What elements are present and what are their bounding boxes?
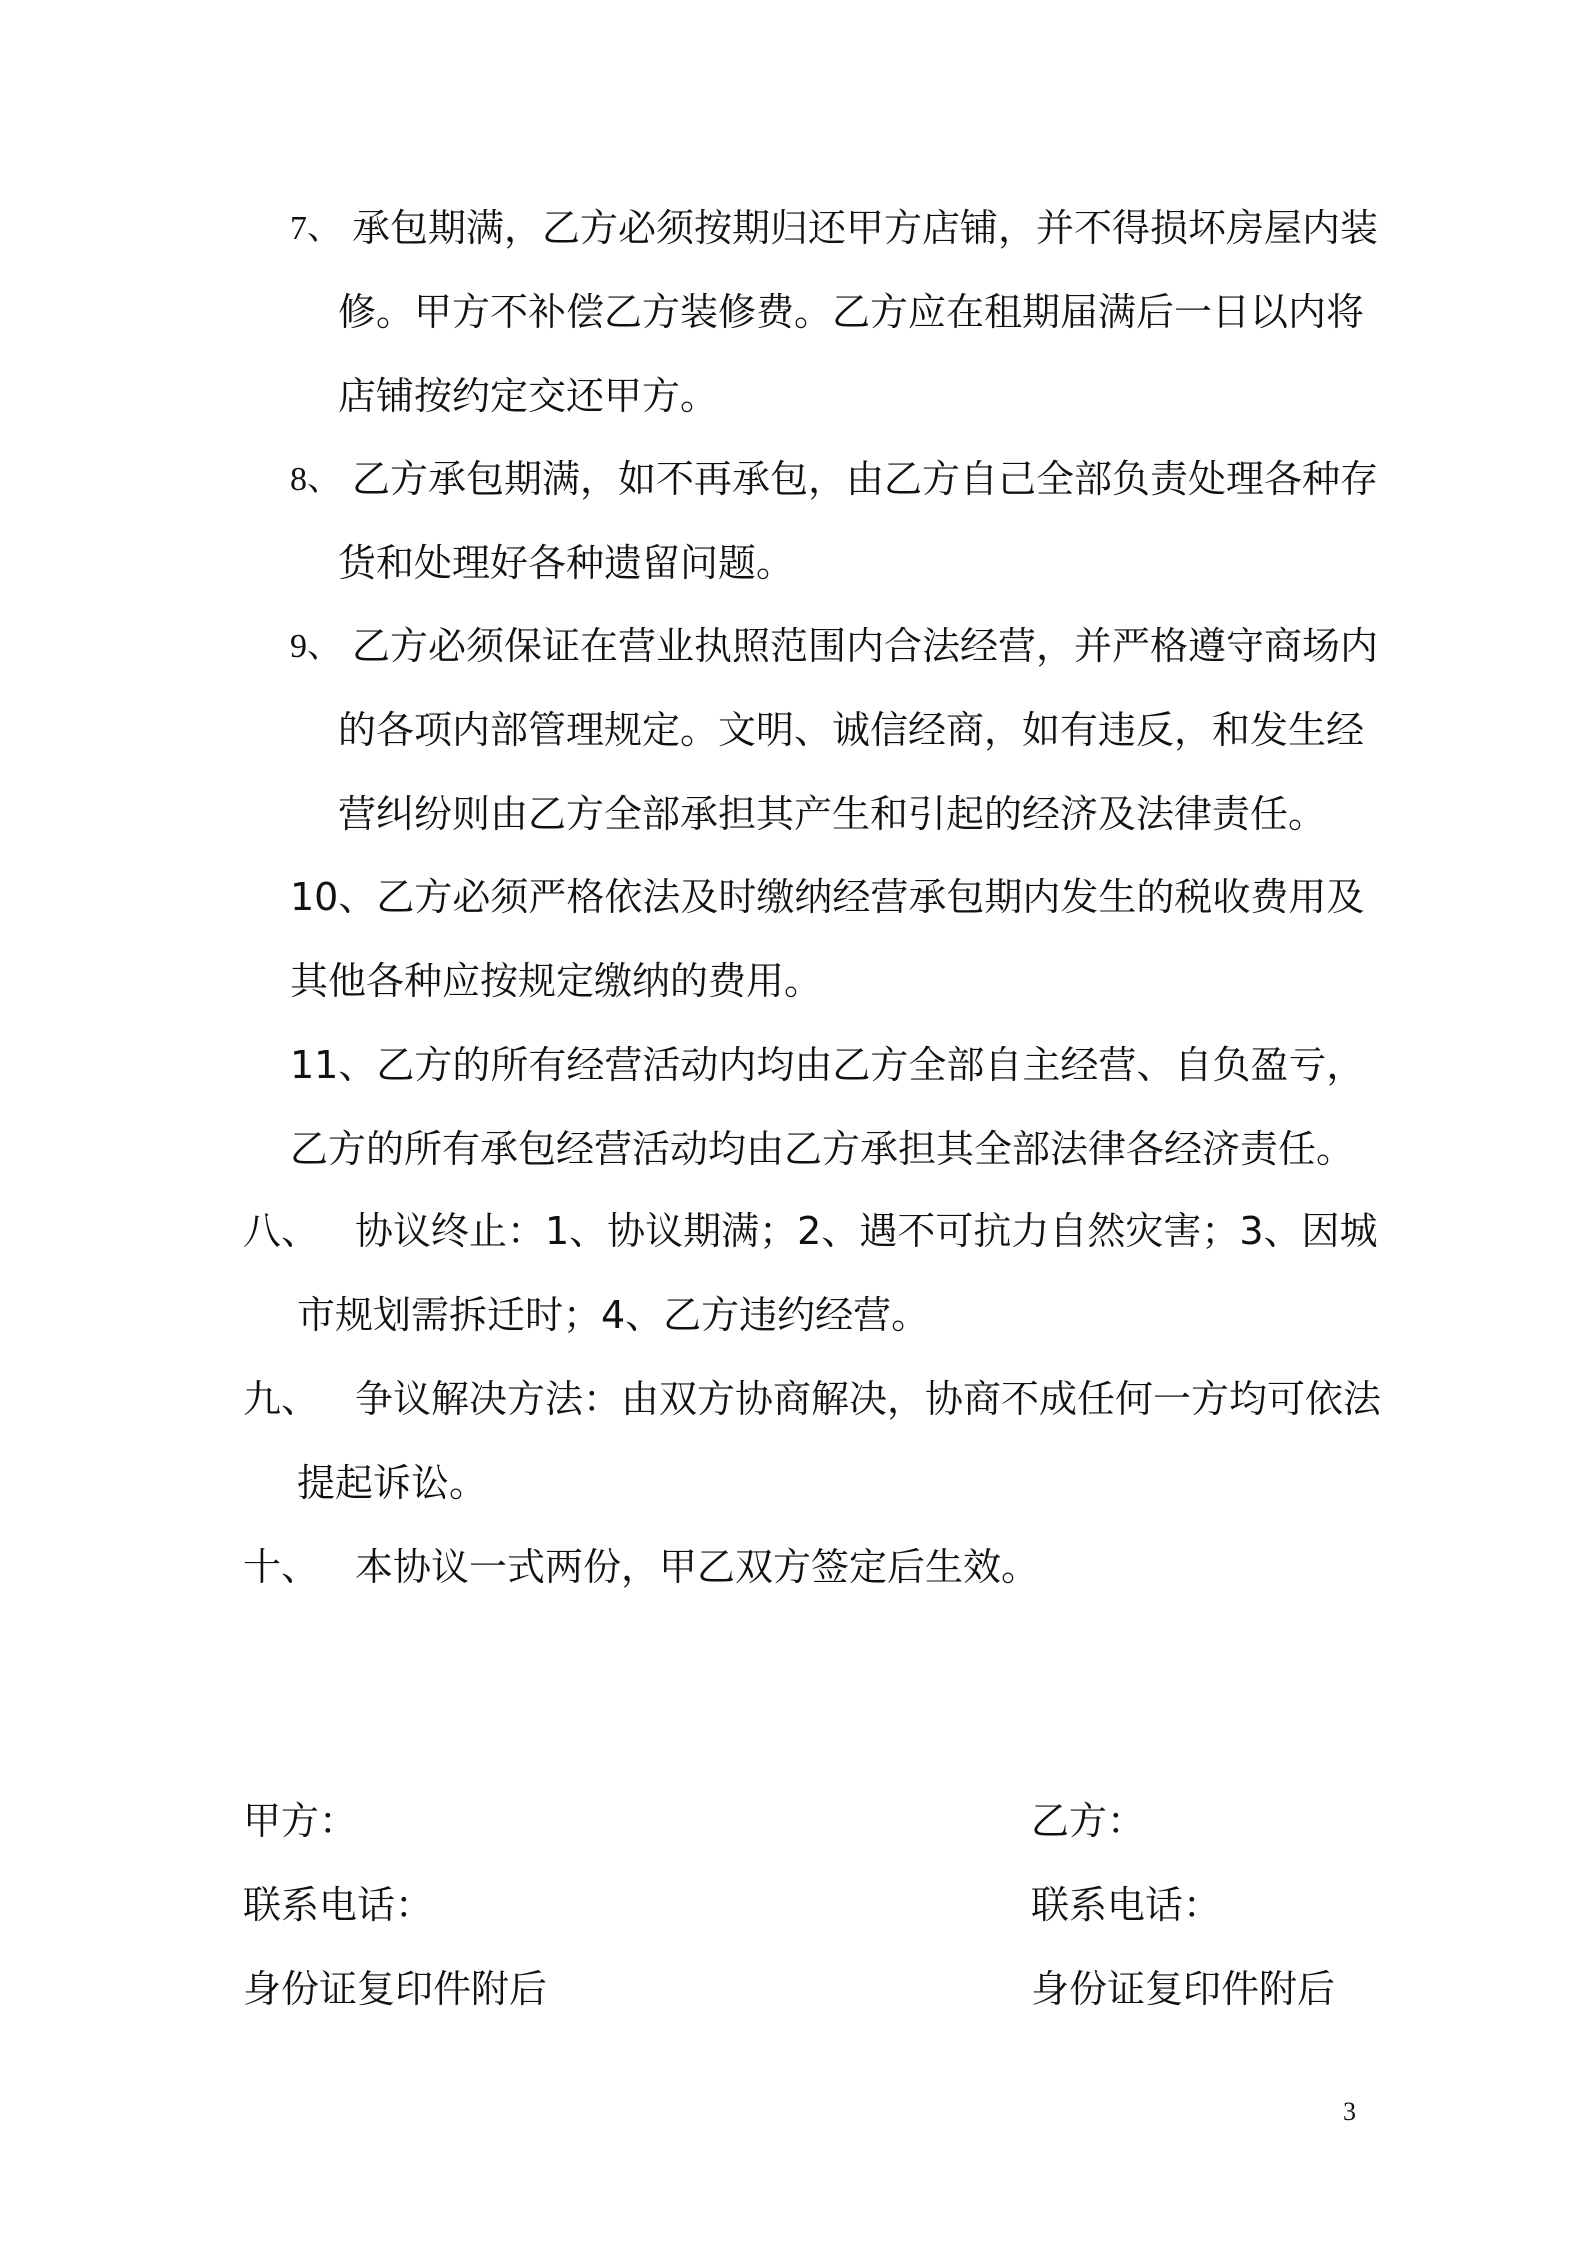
section-8-marker: 八、 [243,1209,320,1253]
page-number: 3 [1343,2097,1356,2126]
section-10-marker: 十、 [243,1545,320,1589]
item-11-line-1: 11、乙方的所有经营活动内均由乙方全部自主经营、自负盈亏， [290,1043,1365,1087]
item-9-line-2: 的各项内部管理规定。文明、诚信经商，如有违反，和发生经 [338,708,1365,752]
section-9-marker: 九、 [243,1377,320,1421]
party-a-label: 甲方： [243,1799,358,1843]
section-10-line-1: 本协议一式两份，甲乙双方签定后生效。 [355,1545,1040,1589]
item-10-line-1: 10、乙方必须严格依法及时缴纳经营承包期内发生的税收费用及 [290,875,1365,919]
item-8-line-1: 乙方承包期满，如不再承包，由乙方自己全部负责处理各种存 [352,457,1379,501]
item-10-line-2: 其他各种应按规定缴纳的费用。 [290,959,823,1003]
section-9-line-2: 提起诉讼。 [297,1461,488,1505]
item-9-line-3: 营纠纷则由乙方全部承担其产生和引起的经济及法律责任。 [338,792,1327,836]
item-8-marker: 8、 [290,461,341,498]
section-9-line-1: 争议解决方法：由双方协商解决，协商不成任何一方均可依法 [355,1377,1382,1421]
item-9-line-1: 乙方必须保证在营业执照范围内合法经营，并严格遵守商场内 [352,624,1379,668]
item-7-line-2: 修。甲方不补偿乙方装修费。乙方应在租期届满后一日以内将 [338,290,1365,334]
item-7-line-3: 店铺按约定交还甲方。 [338,374,719,418]
item-8-line-2: 货和处理好各种遗留问题。 [338,541,795,585]
party-a-phone-label: 联系电话： [243,1883,434,1927]
item-9-marker: 9、 [290,628,341,665]
item-7-line-1: 承包期满，乙方必须按期归还甲方店铺，并不得损坏房屋内装 [352,206,1379,250]
section-8-line-2: 市规划需拆迁时；4、乙方违约经营。 [297,1293,930,1337]
party-a-id-note: 身份证复印件附后 [243,1967,548,2011]
section-8-line-1: 协议终止：1、协议期满；2、遇不可抗力自然灾害；3、因城 [355,1209,1378,1253]
party-b-label: 乙方： [1031,1799,1146,1843]
item-7-marker: 7、 [290,210,341,247]
party-b-phone-label: 联系电话： [1031,1883,1222,1927]
party-b-id-note: 身份证复印件附后 [1031,1967,1336,2011]
item-11-line-2: 乙方的所有承包经营活动均由乙方承担其全部法律各经济责任。 [290,1127,1355,1171]
